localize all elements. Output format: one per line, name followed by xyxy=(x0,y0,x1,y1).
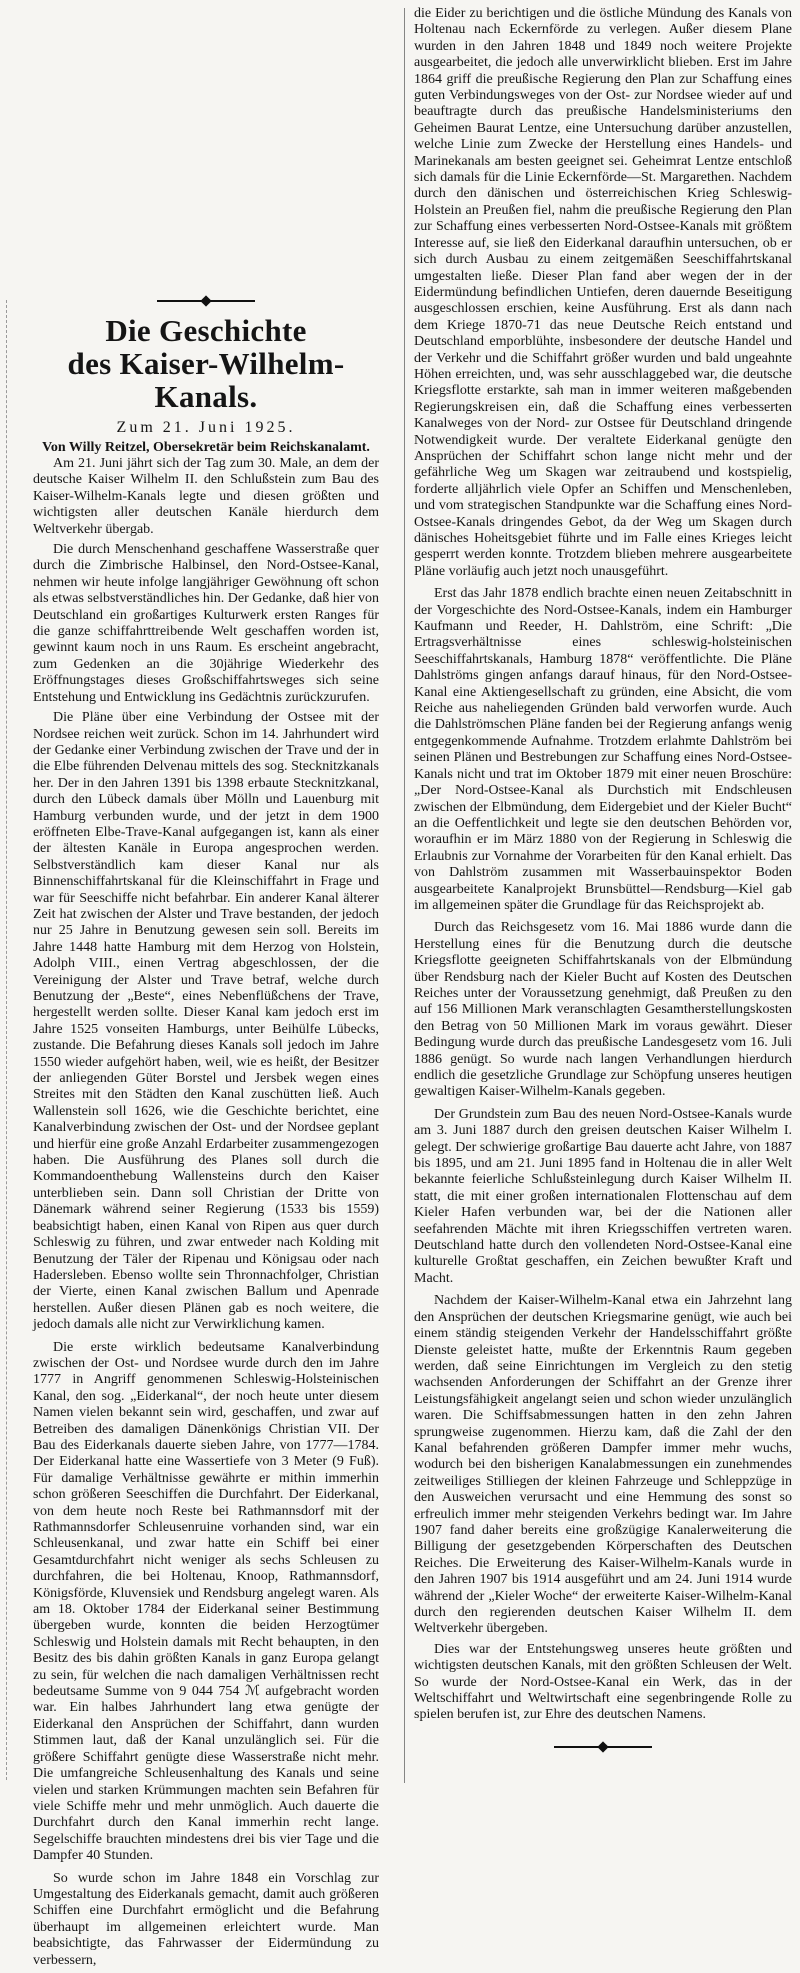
left-margin-rule xyxy=(6,300,8,1780)
paragraph: Der Grundstein zum Bau des neuen Nord-Ostsee-Kanals wurde am 3. Juni 1887 durch den greisen deutschen Kaiser Wilhelm I. gelegt. Der schwierige großartige Bau dauerte acht Jahre, von 1887 bis 1895, und am 21. Juni 1895 fand in Holtenau die in aller Welt bekannte feierliche Schlußsteinlegung durch Kaiser Wilhelm II. statt, die mit einer großen internationalen Flottenschau auf dem Kieler Hafen verbunden war, bei der die Nationen aller seefahrenden Mächte mit ihren Kriegsschiffen vertreten waren. Deutschland hatte durch den vollendeten Nord-Ostsee-Kanal eine kulturelle Großtat geschaffen, ein Zeichen bewußter Kraft und Macht. xyxy=(414,1106,792,1286)
article-subtitle: Zum 21. Juni 1925. xyxy=(116,419,296,436)
paragraph: Die Pläne über eine Verbindung der Ostsee mit der Nordsee reichen weit zurück. Schon im 14. Jahrhundert wird der Gedanke einer Verbindung zwischen der Trave und der in die Elbe führenden Delvenau mittels des sog. Stecknitzkanals her. Der in den Jahren 1391 bis 1398 erbaute Stecknitzkanal, durch den Lübeck damals über Mölln und Lauenburg mit Hamburg verbunden wurde, und der jetzt in dem 1900 eröffneten Elbe-Trave-Kanal aufgegangen ist, kann als einer der ältesten Kanäle in Europa angesprochen werden. Selbstverständlich kam dieser Kanal nur als Binnenschiffahrtskanal für die Kleinschiffahrt in Frage und war für Seeschiffe nicht befahrbar. Ein anderer Kanal älterer Zeit hat zwischen der Alster und Trave bestanden, der jedoch nur 25 Jahre in Benutzung gewesen sein soll. Bereits im Jahre 1448 hatte Hamburg mit dem Herzog von Holstein, Adolph VIII., einen Vertrag abgeschlossen, der die Vereinigung der Alster und Trave betraf, welche durch Benutzung der „Beste“, eines Nebenflüßchens der Trave, hergestellt werden sollte. Dieser Kanal kam jedoch erst im Jahre 1525 vonseiten Hamburgs, unter Beihülfe Lübecks, zustande. Die Befahrung dieses Kanals soll jedoch im Jahre 1550 wieder aufgehört haben, weil, wie es heißt, der Besitzer der anliegenden Güter Borstel und Jersbek wegen eines Streites mit den Städten den Kanal zuschütten ließ. Auch Wallenstein soll 1626, wie die Geschichte berichtet, eine Kanalverbindung zwischen der Ost- und der Nordsee geplant und hierfür eine große Anzahl Erdarbeiter zusammengezogen haben. Die Ausführung des Planes soll durch die Kommandoenthebung Wallensteins durch den Kaiser unterblieben sein. Dann soll Christian der Dritte von Dänemark während seiner Regierung (1533 bis 1559) beabsichtigt haben, einen Kanal von Ripen aus quer durch Schleswig zu führen, und zwar entweder nach Kolding mit Benutzung der Täler der Ripenau und Königsau oder nach Hadersleben. Ebenso wollte sein Thronnachfolger, Christian der Vierte, einen Kanal zwischen Ballum und Apenrade herstellen. Außer diesen Plänen gab es noch weitere, die jedoch damals alle nicht zur Verwirklichung kamen. xyxy=(33,710,379,1333)
end-ornament-divider xyxy=(414,1742,792,1752)
paragraph: So wurde schon im Jahre 1848 ein Vorschlag zur Umgestaltung des Eiderkanals gemacht, damit auch größeren Schiffen eine Durchfahrt ermöglicht und die Befahrung überhaupt im allgemeinen erleichtert wurde. Man beabsichtigte, das Fahrwasser der Eidermündung zu verbessern, xyxy=(33,1870,379,1968)
paragraph: Die durch Menschenhand geschaffene Wasserstraße quer durch die Zimbrische Halbinsel, den Nord-Ostsee-Kanal, nehmen wir heute infolge langjähriger Gewöhnung oft schon als etwas selbstverständliches hin. Der Gedanke, daß hier von Deutschland ein großartiges Kulturwerk ersten Ranges für die ganze schiffahrttreibende Welt geschaffen worden ist, gewinnt kaum noch in uns Raum. Es erscheint angebracht, zum Gedenken an die 30jährige Wiederkehr des Eröffnungstages dieses Großschiffahrtsweges sich seine Entstehung und Entwicklung ins Gedächtnis zurückzurufen. xyxy=(33,542,380,705)
paragraph: Dies war der Entstehungsweg unseres heute größten und wichtigsten deutschen Kanals, mit den größten Schleusen der Welt. So wurde der Nord-Ostsee-Kanal ein Werk, das in der Weltschiffahrt und Weltwirtschaft eine segenbringende Rolle zu spielen berufen ist, zur Ehre des deutschen Namens. xyxy=(414,1641,792,1723)
top-ornament-divider xyxy=(33,296,379,306)
right-column xyxy=(414,6,792,1752)
paragraph: Durch das Reichsgesetz vom 16. Mai 1886 wurde dann die Herstellung eines für die Benutzung durch die deutsche Kriegsflotte geeigneten Schiffahrtskanals von der Elbmündung über Rendsburg nach der Kieler Bucht auf Kosten des Deutschen Reiches unter der Voraussetzung genehmigt, daß Preußen zu den auf 156 Millionen Mark veranschlagten Gesamtherstellungskosten den Betrag von 50 Millionen Mark im voraus gewährt. Dieser Bedingung wurde durch das preußische Landesgesetz vom 16. Juli 1886 genügt. So wurde nach langen Verhandlungen hierdurch endlich die gesetzliche Grundlage zur Schöpfung unseres heutigen gewaltigen Kaiser-Wilhelm-Kanals gegeben. xyxy=(414,920,792,1100)
paragraph-continuation: die Eider zu berichtigen und die östliche Mündung des Kanals von Holtenau nach Eckernförde zu verlegen. Außer diesem Plane wurden in den Jahren 1848 und 1849 noch weitere Projekte ausgearbeitet, die jedoch alle unverwirklicht blieben. Erst im Jahre 1864 griff die preußische Regierung den Plan zur Schaffung eines guten Verbindungsweges von der Ost- zur Nordsee wieder auf und beauftragte durch das preußische Handelsministeriums den Geheimen Baurat Lentze, eine Untersuchung darüber anzustellen, welche Linie zum Zwecke der Herstellung eines Handels- und Marinekanals am besten geeignet sei. Geheimrat Lentze entschloß sich damals für die Linie Eckernförde—St. Margarethen. Nachdem durch den dänischen und österreichischen Krieg Schleswig-Holstein an Preußen fiel, nahm die preußische Regierung den Plan zur Schaffung eines verbesserten Nord-Ostsee-Kanals mit größtem Interesse auf, sie ließ den Eiderkanal daraufhin untersuchen, ob er sich durch Ausbau zu einem zeitgemäßen Seeschiffahrtskanal umgestalten ließe. Dieser Plan fand aber wegen der in der Eidermündung befindlichen Untiefen, deren dauernde Beseitigung ausgeschlossen erschien, keine Ausführung. Erst als dann nach dem Kriege 1870-71 das neue Deutsche Reich entstand und Deutschland emporblühte, insbesondere der deutsche Handel und der Verkehr und die Schiffahrt größer wurden und bald ungeahnte Höhen erreichten, und, was sehr ausschlaggebed war, die deutsche Kriegsflotte erstarkte, sah man in immer weiteren maßgebenden Regierungskreisen ein, daß die Schaffung eines verbesserten Kanalweges von der Nord- zur Ostsee für Deutschland dringende Notwendigkeit wurde. Der veraltete Eiderkanal genügte den Ansprüchen der Schiffahrt schon lange nicht mehr und der gefährliche Weg um Skagen war zeitraubend und kostspielig, forderte alljährlich viele Opfer an Schiffen und Menschenleben, und vom strategischen Standpunkte war die Schaffung eines Nord-Ostsee-Kanals dringendes Gebot, da der Weg um Skagen durch dänisches Hoheitsgebiet führte und im Falle eines Krieges leicht gesperrt werden konnte. Trotzdem blieben mehrere ausgearbeitete Pläne vorläufig auch jetzt noch unausgeführt. xyxy=(414,6,792,579)
paragraph: Die erste wirklich bedeutsame Kanalverbindung zwischen der Ost- und Nordsee wurde durch den im Jahre 1777 in Angriff genommenen Schleswig-Holsteinischen Kanal, den sog. „Eiderkanal“, der noch heute unter diesem Namen vielen bekannt sein wird, geschaffen, und zwar auf Betreiben des damaligen Dänenkönigs Christian VII. Der Bau des Eiderkanals dauerte sieben Jahre, von 1777—1784. Der Eiderkanal hatte eine Wassertiefe von 3 Meter (9 Fuß). Für damalige Verhältnisse gewährte er mithin immerhin schon größeren Seeschiffen die Durchfahrt. Der Eiderkanal, von dem heute noch Reste bei Rathmannsdorf mit der Rathmannsdorfer Schleusenruine vorhanden sind, war ein Schleusenkanal, und zwar hatte ein Schiff bei einer Gesamtdurchfahrt nicht weniger als sechs Schleusen zu durchfahren, die bei Holtenau, Knoop, Rathmannsdorf, Königsförde, Kluvensiek und Rendsburg angelegt waren. Als am 18. Oktober 1784 der Eiderkanal seiner Bestimmung übergeben wurde, konnten die beiden Herzogtümer Schleswig und Holstein damals mit Recht behaupten, in den Besitz des bis dahin größten Kanals in ganz Europa gelangt zu sein, für welchen die nach damaligen Verhältnissen recht bedeutsame Summe von 9 044 754 ℳ aufgebracht worden war. Ein halbes Jahrhundert lang etwa genügte der Eiderkanal den Ansprüchen der Schiffahrt, dann wurden Stimmen laut, daß der Kanal unzulänglich sei. Für die größere Schiffahrt genügte diese Wasserstraße nicht mehr. Die umfangreiche Schleusenhaltung des Kanals und seine vielen und starken Krümmungen machten sein Befahren für viele Schiffe mehr und mehr unmöglich. Auch dauerte die Durchfahrt durch den Kanal immerhin recht lange. Segelschiffe brauchten mindestens drei bis vier Tage und die Dampfer 40 Stunden. xyxy=(33,1339,379,1864)
column-divider xyxy=(404,8,405,1783)
title-line-2: des Kaiser-Wilhelm-Kanals. xyxy=(67,346,345,414)
paragraph: Am 21. Juni jährt sich der Tag zum 30. Male, an dem der deutsche Kaiser Wilhelm II. den Schlußstein zum Bau des Kaiser-Wilhelm-Kanals legte und diesen größten und wichtigsten aller deutschen Kanäle hierdurch dem Weltverkehr übergab. xyxy=(33,456,379,537)
title-line-1: Die Geschichte xyxy=(105,313,307,348)
article-byline: Von Willy Reitzel, Obersekretär beim Reichskanalamt. xyxy=(42,440,370,455)
left-column xyxy=(33,296,379,1973)
paragraph: Erst das Jahr 1878 endlich brachte einen neuen Zeitabschnitt in der Vorgeschichte des Nord-Ostsee-Kanals, indem ein Hamburger Kaufmann und Reeder, H. Dahlström, eine Schrift: „Die Ertragsverhältnisse eines schleswig-holsteinischen Seeschiffahrtskanals, Hamburg 1878“ veröffentlichte. Die Pläne Dahlströms gingen anfangs darauf hinaus, für den Nord-Ostsee-Kanal eine Aktiengesellschaft zu gründen, eine Absicht, die vom Reiche aus naheliegenden Gründen bald verworfen wurde. Auch die Dahlströmschen Pläne fanden bei der Regierung anfangs wenig entgegenkommende Aufnahme. Trotzdem erlahmte Dahlström bei seinen Plänen und Bestrebungen zur Schaffung eines Nord-Ostsee-Kanals nicht und trat im Oktober 1879 mit einer neuen Broschüre: „Der Nord-Ostsee-Kanal als Durchstich mit Endschleusen zwischen der Elbmündung, dem Eidergebiet und der Kieler Bucht“ an die Oeffentlichkeit und legte sie den deutschen Behörden vor, woraufhin er im März 1880 von der Regierung in Schleswig die Erlaubnis zur Vornahme der Vorarbeiten für den Kanal erhielt. Das von Dahlström zusammen mit Wasserbauinspektor Boden ausgearbeitete Kanalprojekt Brunsbüttel—Rendsburg—Kiel gab im allgemeinen später die Grundlage für das Reichsprojekt ab. xyxy=(414,586,792,913)
paragraph: Nachdem der Kaiser-Wilhelm-Kanal etwa ein Jahrzehnt lang den Ansprüchen der deutschen Kriegsmarine genügt, wie auch bei einem ständig steigenden Verkehr der Handelsschiffahrt größte Dienste geleistet hatte, mußte der Erkenntnis Raum gegeben werden, daß seine Einrichtungen im Vergleich zu den stetig wachsenden Anforderungen der Schiffahrt an der Grenze ihrer Leistungsfähigkeit angelangt seien und schon wieder unzulänglich waren. Die Schiffsabmessungen hatten in den zehn Jahren sprungweise zugenommen. Hierzu kam, daß die Zahl der den Kanal befahrenden größeren Dampfer immer mehr wuchs, wodurch bei den bisherigen Kanalabmessungen ein zunehmendes zeitweiliges Stilliegen der kleinen Fahrzeuge und Schleppzüge in den Ausweichen verursacht und eine Hemmung des sonst so erfreulich immer mehr steigenden Verkehrs bedingt war. Im Jahre 1907 fand daher bereits eine großzügige Kanalerweiterung die Billigung der gesetzgebenden Körperschaften des Deutschen Reiches. Die Erweiterung des Kaiser-Wilhelm-Kanals wurde in den Jahren 1907 bis 1914 ausgeführt und am 24. Juni 1914 wurde während der „Kieler Woche“ der erweiterte Kaiser-Wilhelm-Kanal durch den regierenden deutschen Kaiser Wilhelm II. dem Weltverkehr übergeben. xyxy=(414,1293,792,1637)
article-title xyxy=(33,314,379,413)
